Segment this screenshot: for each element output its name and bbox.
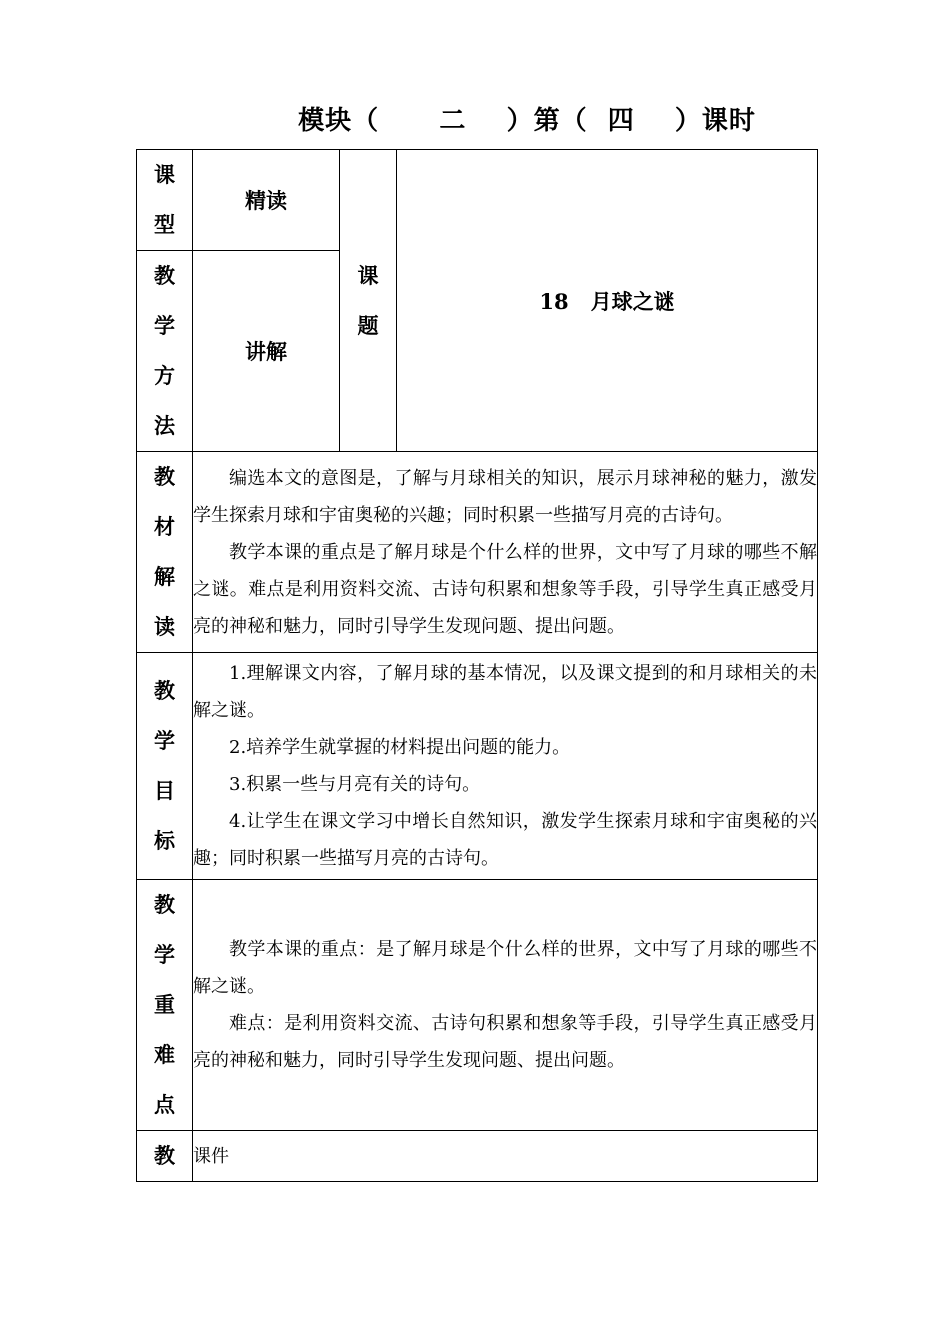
material-paragraph: 教学本课的重点是了解月球是个什么样的世界，文中写了月球的哪些不解之谜。难点是利用资料交流、古诗句积累和想象等手段，引导学生真正感受月亮的神秘和魅力，同时引导学生发现问题、提出问题。	[193, 541, 817, 637]
row-prep	[137, 1131, 818, 1182]
row-key-points	[137, 880, 818, 1131]
page-title: 模块（ 二 ）第（ 四 ）课时	[298, 106, 756, 136]
row-lesson-type	[137, 150, 818, 251]
key-point-paragraph: 难点：是利用资料交流、古诗句积累和想象等手段，引导学生真正感受月亮的神秘和魅力，同时引导学生发现问题、提出问题。	[193, 1013, 817, 1071]
material-content	[193, 452, 818, 653]
goals-content	[193, 653, 818, 880]
goal-item: 1.理解课文内容，了解月球的基本情况，以及课文提到的和月球相关的未解之谜。	[193, 663, 817, 721]
goals-label: 教 学 目 标	[137, 653, 193, 880]
topic-name: 月球之谜	[590, 288, 675, 314]
row-material	[137, 452, 818, 653]
prep-content	[193, 1131, 818, 1182]
topic-value	[397, 150, 818, 452]
lesson-plan-table	[136, 149, 818, 1182]
lesson-type-label: 课 型	[137, 150, 193, 251]
key-points-label: 教 学 重 难 点	[137, 880, 193, 1131]
row-goals	[137, 653, 818, 880]
topic-number: 18	[539, 288, 569, 314]
method-value: 讲解	[193, 251, 340, 452]
method-label: 教 学 方 法	[137, 251, 193, 452]
key-point-paragraph: 教学本课的重点：是了解月球是个什么样的世界，文中写了月球的哪些不解之谜。	[193, 939, 817, 997]
prep-value: 课件	[193, 1145, 229, 1167]
material-label: 教 材 解 读	[137, 452, 193, 653]
prep-label: 教	[137, 1131, 193, 1182]
goal-item: 3.积累一些与月亮有关的诗句。	[229, 774, 481, 795]
goal-item: 4.让学生在课文学习中增长自然知识，激发学生探索月球和宇宙奥秘的兴趣；同时积累一些描写月亮的古诗句。	[193, 811, 817, 869]
topic-label: 课 题	[340, 150, 397, 452]
goal-item: 2.培养学生就掌握的材料提出问题的能力。	[229, 737, 571, 758]
material-paragraph: 编选本文的意图是，了解与月球相关的知识，展示月球神秘的魅力，激发学生探索月球和宇宙奥秘的兴趣；同时积累一些描写月亮的古诗句。	[193, 467, 817, 526]
lesson-type-value: 精读	[193, 150, 340, 251]
key-points-content	[193, 880, 818, 1131]
